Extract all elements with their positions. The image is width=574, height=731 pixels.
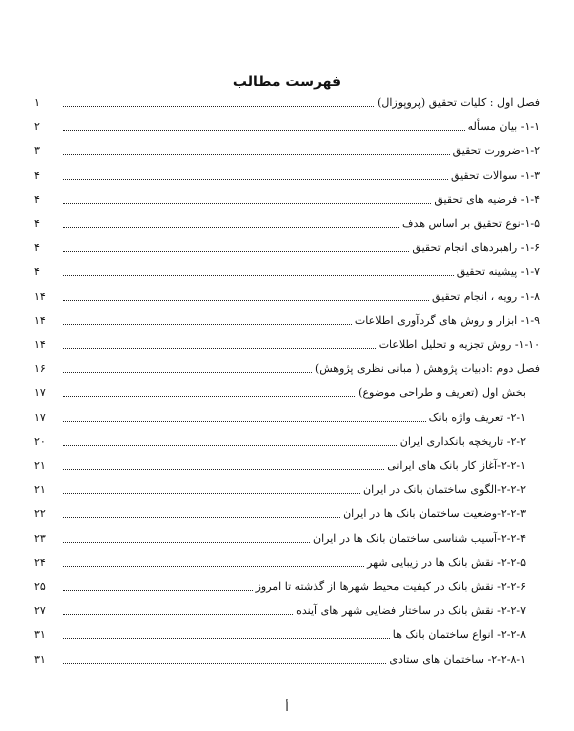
toc-entry[interactable] [34, 209, 540, 233]
toc-entry-label: ۱-۷- پیشینه تحقیق [456, 265, 540, 279]
toc-dot-leader [63, 203, 431, 204]
toc-dot-leader [63, 638, 390, 639]
toc-dot-leader [63, 154, 450, 155]
toc-entry[interactable] [34, 88, 540, 112]
toc-dot-leader [63, 421, 426, 422]
toc-page-number: ۴ [34, 168, 40, 182]
toc-dot-leader [63, 324, 352, 325]
toc-dot-leader [63, 179, 448, 180]
toc-entry[interactable] [34, 112, 540, 136]
toc-page-number: ۱۷ [34, 410, 46, 424]
toc-dot-leader [63, 493, 360, 494]
toc-entry[interactable] [34, 451, 540, 475]
toc-dot-leader [63, 542, 310, 543]
toc-page-number: ۲۱ [34, 459, 46, 472]
toc-page-number: ۲۷ [34, 604, 46, 618]
toc-entry[interactable] [34, 427, 540, 451]
toc-entry-label: بخش اول (تعریف و طراحی موضوع) [358, 386, 526, 400]
toc-entry[interactable] [34, 499, 540, 523]
toc-dot-leader [63, 300, 429, 301]
toc-dot-leader [63, 227, 399, 228]
toc-dot-leader [63, 348, 376, 349]
toc-entry-label: ۲-۲-۴-آسیب شناسی ساختمان بانک ها در ایران [312, 531, 526, 545]
toc-dot-leader [63, 469, 384, 470]
footer-page-number: أ [285, 700, 289, 714]
toc-entry[interactable] [34, 306, 540, 330]
toc-entry-label: ۱-۸- رویه ، انجام تحقیق [432, 289, 540, 303]
toc-entry-label: ۲-۲-۵- نقش بانک ها در زیبایی شهر [367, 555, 526, 569]
toc-dot-leader [63, 372, 312, 373]
toc-page-number: ۱۴ [34, 289, 46, 303]
toc-entry[interactable] [34, 524, 540, 548]
toc-entry-label: ۱-۲-ضرورت تحقیق [452, 144, 540, 158]
toc-entry-label: ۲-۲-۸-۱- ساختمان های ستادی [389, 652, 526, 666]
toc-page-number: ۴ [34, 265, 40, 279]
toc-entry-label: ۱-۵-نوع تحقیق بر اساس هدف [402, 217, 540, 230]
toc-dot-leader [63, 590, 253, 591]
toc-entry[interactable] [34, 620, 540, 644]
toc-entry-label: ۱-۹- ابزار و روش های گردآوری اطلاعات [354, 313, 540, 327]
toc-page-number: ۱۴ [34, 338, 46, 351]
toc-entry-label: ۲-۲-۲-الگوی ساختمان بانک در ایران [363, 483, 526, 497]
toc-entry[interactable] [34, 282, 540, 306]
toc-entry-label: ۲-۲-۶- نقش بانک در کیفیت محیط شهرها از گذشته تا امروز [255, 580, 526, 593]
toc-dot-leader [63, 663, 386, 664]
toc-dot-leader [63, 566, 364, 567]
toc-page-number: ۱ [34, 96, 40, 109]
toc-dot-leader [63, 517, 340, 518]
toc-entry[interactable] [34, 572, 540, 596]
toc-page-number: ۳۱ [34, 628, 46, 642]
toc-page-number: ۲ [34, 120, 40, 134]
toc-page-number: ۳ [34, 144, 40, 158]
toc-entry[interactable] [34, 185, 540, 209]
toc-entry[interactable] [34, 233, 540, 257]
toc-page-number: ۱۶ [34, 362, 46, 376]
toc-page-number: ۲۱ [34, 483, 46, 497]
toc-entry-label: ۱-۶- راهبردهای انجام تحقیق [412, 241, 540, 255]
toc-entry-label: فصل اول : کلیات تحقیق (پروپوزال) [377, 96, 540, 109]
toc-page-number: ۲۳ [34, 531, 46, 545]
toc-page-number: ۴ [34, 192, 40, 206]
toc-entry-label: ۱-۳- سوالات تحقیق [450, 168, 540, 182]
toc-page-number: ۱۷ [34, 386, 46, 400]
toc-entry-label: ۲-۲- تاریخچه بانکداری ایران [399, 434, 526, 448]
toc-entry-label: فصل دوم :ادبیات پژوهش ( مبانی نظری پژوهش) [314, 362, 540, 376]
toc-entry[interactable] [34, 548, 540, 572]
toc-entry-label: ۲-۲-۳-وضعیت ساختمان بانک ها در ایران [343, 507, 526, 521]
toc-page-number: ۳۱ [34, 652, 46, 666]
table-of-contents [34, 88, 540, 668]
toc-entry[interactable] [34, 330, 540, 354]
toc-page-number: ۲۰ [34, 434, 46, 448]
toc-entry-label: ۲-۱- تعریف واژه بانک [428, 410, 526, 424]
toc-dot-leader [63, 275, 454, 276]
toc-entry-label: ۱-۱۰- روش تجزیه و تحلیل اطلاعات [378, 338, 540, 351]
toc-entry[interactable] [34, 161, 540, 185]
toc-dot-leader [63, 396, 355, 397]
toc-entry[interactable] [34, 403, 540, 427]
toc-dot-leader [63, 106, 374, 107]
toc-entry-label: ۲-۲-۱-آغاز کار بانک های ایرانی [387, 459, 526, 472]
toc-entry-label: ۱-۱- بیان مسأله [467, 120, 540, 134]
toc-entry[interactable] [34, 257, 540, 281]
toc-page-number: ۱۴ [34, 313, 46, 327]
toc-entry[interactable] [34, 378, 540, 402]
toc-entry[interactable] [34, 645, 540, 669]
toc-page-number: ۲۴ [34, 555, 46, 569]
toc-entry-label: ۲-۲-۸- انواع ساختمان بانک ها [392, 628, 526, 642]
toc-entry-label: ۲-۲-۷- نقش بانک در ساختار فضایی شهر های آینده [296, 604, 526, 618]
page-title: فهرست مطالب [232, 74, 342, 90]
toc-entry[interactable] [34, 354, 540, 378]
toc-entry-label: ۱-۴- فرضیه های تحقیق [434, 192, 540, 206]
toc-page-number: ۴ [34, 217, 40, 230]
toc-page-number: ۲۵ [34, 580, 46, 593]
toc-dot-leader [63, 614, 293, 615]
toc-dot-leader [63, 445, 397, 446]
toc-entry[interactable] [34, 596, 540, 620]
toc-page-number: ۲۲ [34, 507, 46, 521]
toc-entry[interactable] [34, 475, 540, 499]
toc-dot-leader [63, 251, 409, 252]
toc-entry[interactable] [34, 136, 540, 160]
toc-page-number: ۴ [34, 241, 40, 255]
toc-dot-leader [63, 130, 465, 131]
